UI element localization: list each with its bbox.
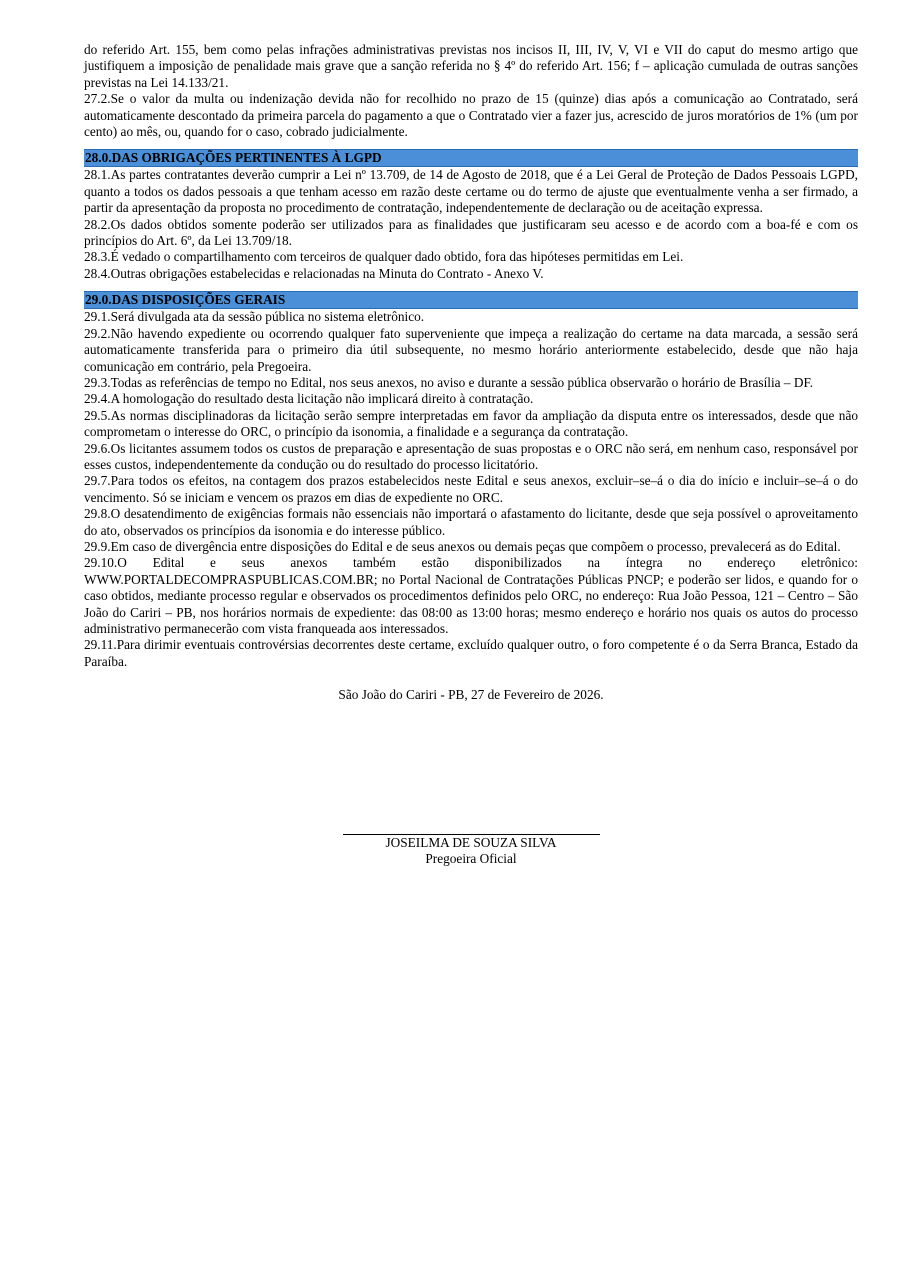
section-header-29: 29.0.DAS DISPOSIÇÕES GERAIS [84,291,858,309]
clause-29-6: 29.6.Os licitantes assumem todos os custos de preparação e apresentação de suas propostas e o ORC não será, em nenhum caso, responsável por esses custos, independentemente da condução ou do resultado do processo licitatório. [84,440,858,472]
clause-29-2: 29.2.Não havendo expediente ou ocorrendo qualquer fato superveniente que impeça a realização do certame na data marcada, a sessão será automaticamente transferida para o primeiro dia útil subsequente, no mesmo horário anteriormente estabelecido, desde que não haja comunicação em contrário, pela Pregoeira. [84,325,858,374]
spacer [84,140,858,149]
clause-29-1: 29.1.Será divulgada ata da sessão pública no sistema eletrônico. [84,309,425,325]
clause-28-4: 28.4.Outras obrigações estabelecidas e relacionadas na Minuta do Contrato - Anexo V. [84,265,544,281]
clause-29-10: 29.10.O Edital e seus anexos também estão disponibilizados na íntegra no endereço eletrônico: WWW.PORTALDECOMPRASPUBLICAS.COM.BR; no Portal Nacional de Contratações Públicas PNCP; e poderão ser lidos, e quando for o caso obtidos, mediante processo regular e observados os procedimentos definidos pelo ORC, no endereço: Rua João Pessoa, 121 – Centro – São João do Cariri – PB, nos horários normais de expediente: das 08:00 as 13:00 horas; mesmo endereço e horário nos quais os autos do processo administrativo permanecerão com vista franqueada aos interessados. [84,555,858,636]
clause-29-4: 29.4.A homologação do resultado desta licitação não implicará direito à contratação. [84,391,534,407]
spacer [84,282,858,291]
paragraph-27-2: 27.2.Se o valor da multa ou indenização devida não for recolhido no prazo de 15 (quinze) dias após a comunicação ao Contratado, será automaticamente descontado da primeira parcela do pagamento a que o Contratado vier a fazer jus, acrescido de juros moratórios de 1% (um por cento) ao mês, ou, quando for o caso, cobrado judicialmente. [84,91,858,140]
clause-29-9: 29.9.Em caso de divergência entre disposições do Edital e de seus anexos ou demais peças que compõem o processo, prevalecerá as do Edital. [84,538,841,554]
clause-28-1: 28.1.As partes contratantes deverão cumprir a Lei nº 13.709, de 14 de Agosto de 2018, que é a Lei Geral de Proteção de Dados Pessoais LGPD, quanto a todos os dados pessoais a que tenham acesso em razão deste certame ou do termo de ajuste que eventualmente venha a ser firmado, a partir da apresentação da proposta no procedimento de contratação, independentemente de declaração ou de aceitação expressa. [84,167,858,216]
section-header-28: 28.0.DAS OBRIGAÇÕES PERTINENTES À LGPD [84,149,858,167]
signature-block [84,834,858,868]
clause-29-3: 29.3.Todas as referências de tempo no Edital, nos seus anexos, no aviso e durante a sessão pública observarão o horário de Brasília – DF. [84,374,814,390]
clause-29-7: 29.7.Para todos os efeitos, na contagem dos prazos estabelecidos neste Edital e seus anexos, excluir–se–á o dia do início e incluir–se–á o do vencimento. Só se iniciam e vencem os prazos em dias de expediente no ORC. [84,473,858,505]
document-page [84,42,858,867]
clause-28-3: 28.3.É vedado o compartilhamento com terceiros de qualquer dado obtido, fora das hipóteses permitidas em Lei. [84,249,684,265]
clause-28-2: 28.2.Os dados obtidos somente poderão ser utilizados para as finalidades que justificaram seu acesso e de acordo com a boa-fé e com os princípios do Art. 6º, da Lei 13.709/18. [84,216,858,249]
signatory-name: JOSEILMA DE SOUZA SILVA [385,835,557,850]
paragraph-27-1-continuation: do referido Art. 155, bem como pelas infrações administrativas previstas nos incisos II, III, IV, V, VI e VII do caput do mesmo artigo que justifiquem a imposição de penalidade mais grave que a sanção referida no § 4º do referido Art. 156; f – aplicação cumulada de outras sanções previstas na Lei 14.133/21. [84,42,858,90]
clause-29-11: 29.11.Para dirimir eventuais controvérsias decorrentes deste certame, excluído qualquer outro, o foro competente é o da Serra Branca, Estado da Paraíba. [84,637,858,669]
clause-29-5: 29.5.As normas disciplinadoras da licitação serão sempre interpretadas em favor da ampliação da disputa entre os interessados, desde que não comprometam o interesse do ORC, o princípio da isonomia, a finalidade e a segurança da contratação. [84,407,858,440]
date-line: São João do Cariri - PB, 27 de Fevereiro de 2026. [338,687,604,703]
clause-29-8: 29.8.O desatendimento de exigências formais não essenciais não importará o afastamento do licitante, desde que seja possível o aproveitamento do ato, observados os princípios da isonomia e do interesse público. [84,506,858,538]
signatory-role: Pregoeira Oficial [425,851,517,867]
